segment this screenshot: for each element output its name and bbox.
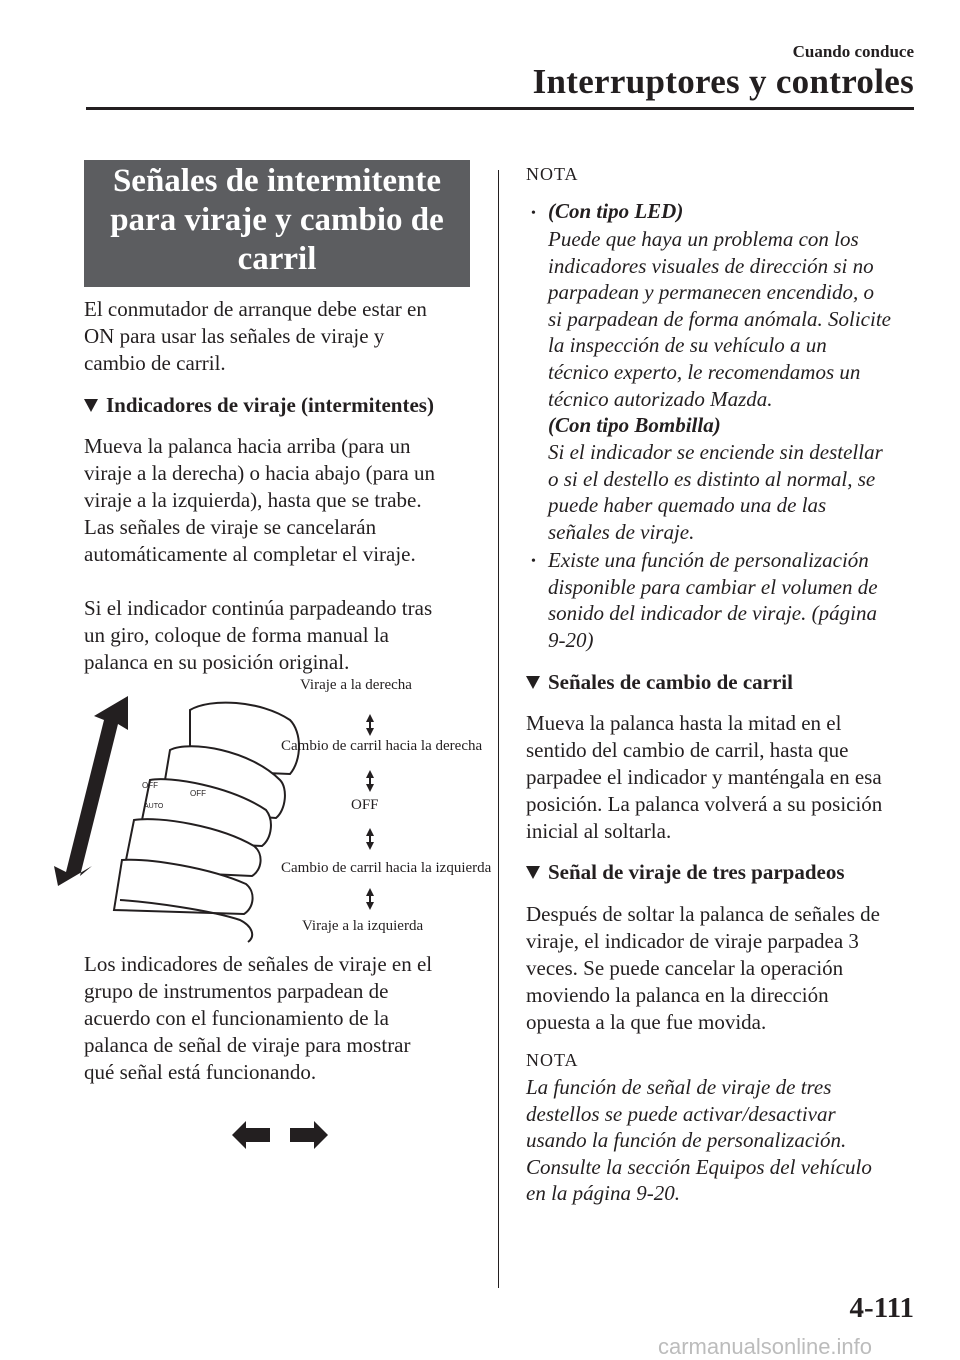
- section-title-box: [84, 160, 470, 287]
- triangle-bullet-icon: [526, 866, 540, 879]
- watermark: carmanualsonline.info: [658, 1334, 873, 1359]
- label-lane-change-right: Cambio de carril hacia la derecha: [281, 738, 483, 754]
- intro-paragraph: El conmutador de arranque debe estar en ON para usar las señales de viraje y cambio de carril.: [84, 297, 427, 375]
- heading-three-flash: Señal de viraje de tres parpadeos: [526, 859, 845, 886]
- turn-indicator-icons: [232, 1121, 328, 1154]
- note-bulb-text: Si el indicador se enciende sin destellar o si el destello es distinto al normal, se puede haber quemado una de las señales de viraje.: [548, 440, 883, 544]
- paragraph-three-flash: Después de soltar la palanca de señales de viraje, el indicador de viraje parpadea 3 veces. Se puede cancelar la operación moviendo la palanca en la dirección opuesta a la que fue movida.: [526, 902, 880, 1034]
- right-arrow-icon: [290, 1121, 328, 1149]
- note-led-text: Puede que haya un problema con los indicadores visuales de dirección si no parpadean y permanecen encendido, o si parpadean de forma anómala. Solicite la inspección de su vehículo a un técnico experto, le recomendamos un técnico autorizado Mazda.: [548, 227, 891, 411]
- heading-turn-indicators: Indicadores de viraje (intermitentes): [84, 392, 434, 419]
- note-label-2: NOTA: [526, 1050, 579, 1070]
- heading-lane-change: Señales de cambio de carril: [526, 669, 793, 696]
- stalk-label-off-2: OFF: [190, 789, 206, 798]
- stalk-label-auto: AUTO: [144, 803, 164, 810]
- section-label: Cuando conduce: [792, 42, 914, 61]
- note-label-1: NOTA: [526, 164, 579, 184]
- bullet-dot: •: [531, 554, 536, 569]
- title-line-3: carril: [237, 241, 317, 277]
- lever-illustration: [40, 670, 500, 950]
- triangle-bullet-icon: [526, 676, 540, 689]
- paragraph-lane-change: Mueva la palanca hasta la mitad en el sentido del cambio de carril, hasta que parpadee el indicador y manténgala en esa posición. La palanca volverá a su posición inicial al soltarla.: [526, 711, 883, 843]
- note-led-heading: (Con tipo LED): [548, 199, 684, 223]
- triangle-bullet-icon: [84, 399, 98, 412]
- turn-signal-lever-figure: [40, 670, 500, 950]
- note-three-flash-text: La función de señal de viraje de tres destellos se puede activar/desactivar usando la función de personalización. Consulte la sección Equipos del vehículo en la página 9-20.: [526, 1075, 872, 1206]
- label-left-turn: Viraje a la izquierda: [302, 918, 424, 934]
- double-arrow-icon: [54, 696, 128, 886]
- title-line-1: Señales de intermitente: [112, 163, 442, 199]
- paragraph-turn-instructions: Mueva la palanca hacia arriba (para un viraje a la derecha) o hacia abajo (para un viraje a la izquierda), hasta que se trabe. Las señales de viraje se cancelarán automáticamente al completar el viraje.: [84, 434, 435, 566]
- stalk-label-off-1: OFF: [142, 781, 158, 790]
- paragraph-manual-return: Si el indicador continúa parpadeando tras un giro, coloque de forma manual la palanca en su posición original.: [84, 596, 433, 674]
- note-customization-text: Existe una función de personalización disponible para cambiar el volumen de sonido del indicador de viraje. (página 9-20): [548, 548, 878, 652]
- page-number: 4-111: [849, 1292, 914, 1324]
- label-lane-change-left: Cambio de carril hacia la izquierda: [281, 860, 492, 876]
- header-rule: [86, 107, 914, 110]
- left-arrow-icon: [232, 1121, 270, 1149]
- label-off: OFF: [351, 797, 379, 813]
- note-bulb-heading: (Con tipo Bombilla): [548, 413, 721, 437]
- title-line-2: para viraje y cambio de: [110, 202, 444, 238]
- label-right-turn: Viraje a la derecha: [300, 677, 412, 693]
- paragraph-cluster-indicators: Los indicadores de señales de viraje en el grupo de instrumentos parpadean de acuerdo con el funcionamiento de la palanca de señal de viraje para mostrar qué señal está funcionando.: [84, 952, 433, 1084]
- chapter-title: Interruptores y controles: [532, 62, 914, 101]
- bullet-dot: •: [531, 206, 536, 221]
